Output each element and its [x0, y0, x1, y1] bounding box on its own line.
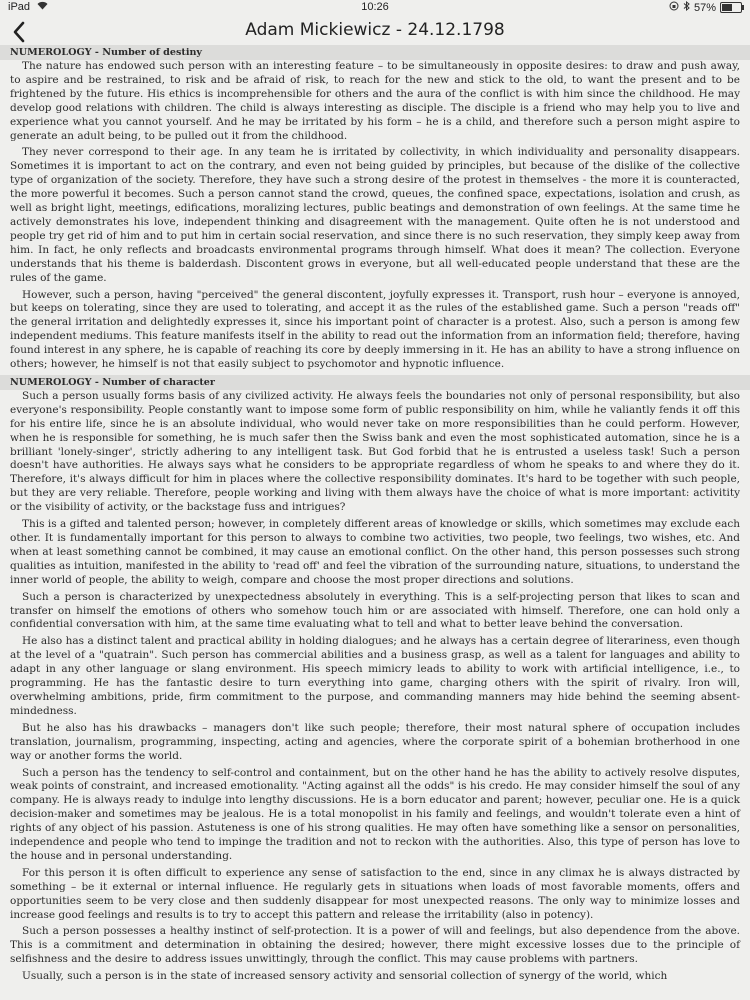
paragraph: The nature has endowed such person with an interesting feature – to be simultaneously in opposite desires: to draw and push away, to aspire and be restrained, to risk and be afraid of risk, to reach for the new and stick to the old, to want the present and to be frightened by the future. His ethics is incomprehensible for others and the aura of the conflict is with him since the childhood. He may develop good relations with children. The child is always interesting as disciple. The disciple is a friend who may help you to live and experience what you cannot yourself. And he may be irritated by his form – he is a child, and therefore such a person might aspire to generate an adult being, to be pulled out it from the childhood. — [10, 60, 740, 142]
battery-level — [722, 4, 732, 11]
paragraph: For this person it is often difficult to experience any sense of satisfaction to the end, since in any climax he is always distracted by something – be it external or internal influence. He regularly gets in situations when loads of most favorable moments, offers and opportunities seem to be very close and then suddenly disappear for most unexpected reasons. The only way to minimize losses and increase good feelings and results is to try to accept this pattern and release the irritability (also in potency). — [10, 866, 740, 921]
battery-percent: 57% — [693, 1, 716, 14]
carrier-label: iPad — [8, 1, 31, 13]
paragraph: Such a person has the tendency to self-control and containment, but on the other hand he has the ability to actively resolve disputes, weak points of constraint, and increased emotionality. "Acting against all the odds" is his credo. He may consider himself the soul of any company. He is always ready to indulge into lengthy discussions. He is a born educator and parent; however, peculiar one. He is a quick decision-maker and sometimes may be jealous. He is a total monopolist in his family and feelings, and wouldn't tolerate even a hint of rights of any object of his passion. Astuteness is one of his strong qualities. He may often have something like a sensor on personalities, independence and people who tend to impinge the tradition and not to reckon with the authorities. Also, this type of person has love to the house and in personal understanding. — [10, 766, 740, 862]
paragraph: Such a person is characterized by unexpectedness absolutely in everything. This is a self-projecting person that likes to scan and transfer on himself the emotions of others who somehow touch him or are associated with himself. Therefore, one can hold only a confidential conversation with him, at the same time evaluating what to tell and what to better leave behind the conversation. — [10, 590, 740, 631]
battery-icon — [720, 2, 742, 13]
section-character — [0, 375, 750, 984]
bluetooth-icon — [683, 1, 690, 14]
paragraph: But he also has his drawbacks – managers don't like such people; therefore, their most natural sphere of occupation includes translation, journalism, programming, inspecting, acting and agencies, where the corporate spirit of a bohemian brotherhood in one way or another forms the world. — [10, 721, 740, 762]
paragraph: They never correspond to their age. In any team he is irritated by collectivity, in which individuality and personality disappears. Sometimes it is important to act on the contrary, and even not being guided by principles, but because of the dislike of the collective type of organization of the society. Therefore, they have such a strong desire of the protest in themselves - the more it is counteracted, the more powerful it becomes. Such a person cannot stand the crowd, queues, the confined space, expectations, isolation and crush, as well as bright light, meetings, edifications, moralizing lectures, public beatings and demonstration of own feelings. At the same time he actively demonstrates his love, independent thinking and disagreement with the management. Quite often he is not understood and people try get rid of him and to put him in certain social reservation, and since there is no such reservation, they simply keep away from him. In fact, he only reflects and broadcasts environmental programs through himself. What does it mean? The collection. Everyone understands that his theme is balderdash. Discontent grows in everyone, but all well-educated people understand that these are the rules of the game. — [10, 146, 740, 284]
section-destiny — [0, 45, 750, 372]
section-heading: NUMEROLOGY - Number of destiny — [0, 45, 750, 60]
paragraph: Such a person usually forms basis of any civilized activity. He always feels the boundaries not only of personal responsibility, but also everyone's responsibility. People constantly want to impose some form of public responsibility on him, while he valiantly fends it off this for his entire life, since he is an absolute individual, who would never take on more responsibilities than he could perform. However, when he is responsible for something, he is much safer then the Swiss bank and even the most sophisticated automation, since he is a brilliant 'lonely-singer', strictly adhering to any intelligent task. But God forbid that he is entrusted a useless task! Such a person doesn't have authorities. He always says what he considers to be appropriate regardless of whom he speaks to and where they do it. Therefore, it's always difficult for him in places where the collective responsibility dominates. It's hard to be together with such people, but they are very reliable. Therefore, people working and living with them always have the choice of what is more important: activitity or the visibility of activity, or the backstage fuss and intrigues? — [10, 389, 740, 514]
paragraph: Usually, such a person is in the state of increased sensory activity and sensorial collection of synergy of the world, which — [22, 970, 668, 983]
content-scroll-area[interactable] — [0, 45, 750, 1000]
paragraph: Such a person possesses a healthy instinct of self-protection. It is a power of will and feelings, but also dependence from the above. This is a commitment and determination in obtaining the desired; however, there might excessive losses due to the principle of selfishness and the desire to address issues unwittingly, through the conflict. This may cause problems with partners. — [10, 925, 740, 966]
section-heading: NUMEROLOGY - Number of character — [0, 375, 750, 390]
paragraph: He also has a distinct talent and practical ability in holding dialogues; and he always has a certain degree of literariness, even though at the level of a "quatrain". Such person has commercial abilities and a business grasp, as well as a talent for languages and ability to adapt in any other language or slang environment. His speech mimicry leads to ability to work with artificial intelligence, i.e., to programming. He has the fantastic desire to turn everything into game, charging others with the spirit of rivalry. Iron will, overwhelming ambitions, pride, firm commitment to the purpose, and commanding manners may hide behind the seeming absent-mindedness. — [10, 635, 740, 717]
status-bar — [0, 0, 750, 16]
paragraph: However, such a person, having "perceived" the general discontent, joyfully expresses it. Transport, rush hour – everyone is annoyed, but keeps on tolerating, since they are used to tolerating, and accept it as the rules of the established game. Such a person "reads off" the general irritation and delightedly expresses it, since his important point of character is a protest. Also, such a person is among few independent mediums. This feature manifests itself in the ability to read out the information from an information field; therefore, having found interest in any sphere, he is capable of reaching its core by deeply immersing in it. He has an ability to have a strong influence on others; however, he himself is not that easily subject to psychomotor and hypnotic influence. — [10, 288, 740, 371]
status-time: 10:26 — [361, 1, 389, 13]
page-title: Adam Mickiewicz - 24.12.1798 — [245, 20, 505, 40]
rotation-lock-icon — [669, 1, 679, 14]
paragraph: This is a gifted and talented person; however, in completely different areas of knowledge or skills, which sometimes may exclude each other. It is fundamentally important for this person to always to combine two activities, two people, two feelings, two wishes, etc. And when at least something cannot be combined, it may cause an emotional conflict. On the other hand, this person possesses such strong qualities as intuition, manifested in the ability to 'read off' and feel the vibration of the surrounding nature, situations, to understand the inner world of people, the ability to weigh, compare and choose the most proper directions and solutions. — [10, 518, 740, 586]
